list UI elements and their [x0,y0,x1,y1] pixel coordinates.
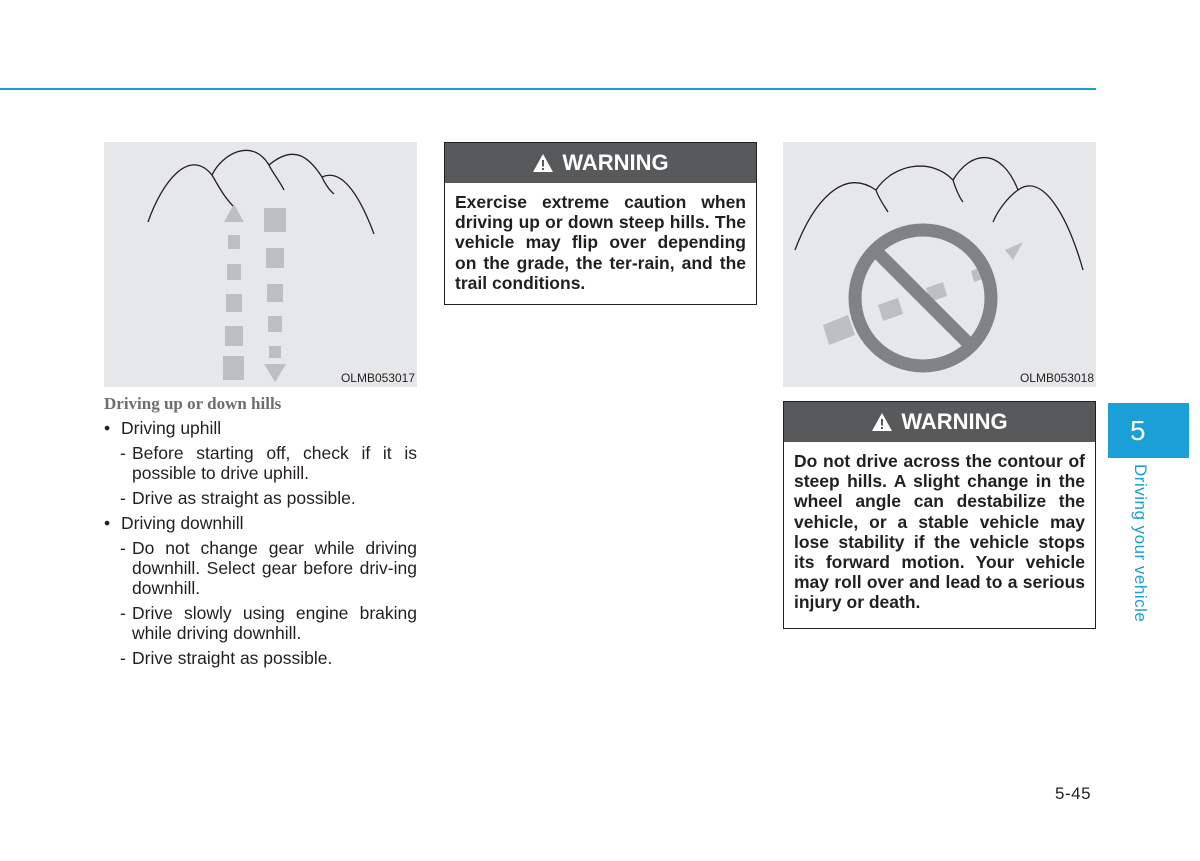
warning-triangle-icon [871,412,893,432]
downhill-arrow-dash [269,346,281,358]
hills-prohibit-drawing [783,142,1096,387]
bullet-icon: • [104,418,111,438]
sub-item-text: Do not change gear while driving downhill. Select gear before driv-ing downhill. [132,538,417,598]
hill-outline [876,190,888,212]
sub-item-text: Drive straight as possible. [132,648,333,668]
warning-title: WARNING [562,150,669,175]
warning-box [444,142,757,305]
sub-item [104,648,417,668]
hill-outline [148,150,374,234]
top-rule [0,88,1096,90]
downhill-arrow-dash [267,284,283,302]
prohibition-icon [855,230,991,366]
dash-icon: - [120,648,126,668]
hill-outline [993,190,1018,222]
hill-outline [212,175,234,207]
sub-item-text: Drive as straight as possible. [132,488,356,508]
instructions-list [104,418,417,673]
sub-item-text: Drive slowly using engine braking while driving downhill. [132,603,417,643]
uphill-arrow-dash [228,235,240,249]
uphill-arrow-dash [227,264,241,280]
dash-icon: - [120,603,126,623]
list-item-label: Driving downhill [121,513,244,533]
across-slope-illustration [783,142,1096,387]
list-item [104,418,417,438]
uphill-arrow-dash [223,356,244,380]
hill-outline [269,165,284,190]
chapter-label: Driving your vehicle [1131,464,1150,623]
hill-outline [795,158,1083,270]
downhill-arrow-dash [268,316,282,332]
warning-header [445,143,756,183]
dash-icon: - [120,538,126,558]
page-number: 5-45 [1055,784,1092,803]
dash-icon: - [120,443,126,463]
sub-item [104,488,417,508]
figure-code: OLMB053018 [1019,371,1094,385]
dash-icon: - [120,488,126,508]
hill-outline [953,180,963,202]
list-item [104,513,417,533]
warning-title: WARNING [901,409,1008,434]
arrow-dash [823,315,855,345]
uphill-arrow-dash [226,294,242,312]
sub-item [104,603,417,643]
chapter-number: 5 [1130,414,1146,446]
warning-text: Do not drive across the contour of steep hills. A slight change in the wheel angle can destabilize the vehicle, or a stable vehicle may lose stability if the vehicle stops its forward motion. Your vehicle may roll over and lead to a serious injury or death. [794,451,1085,613]
downhill-arrow-dash [264,208,286,232]
warning-triangle-icon [532,153,554,173]
sub-item [104,538,417,598]
section-heading: Driving up or down hills [104,394,282,413]
hills-arrows-drawing [104,142,417,387]
downhill-arrow-dash [266,248,284,268]
hill-outline [322,177,334,194]
downhill-arrow-head [264,364,286,382]
figure-code: OLMB053017 [340,371,415,385]
uphill-downhill-illustration [104,142,417,387]
arrow-dash [878,298,903,321]
warning-box [783,401,1096,629]
chapter-tab [1108,403,1189,458]
sub-item-text: Before starting off, check if it is possible to drive uphill. [132,443,417,483]
warning-text: Exercise extreme caution when driving up or down steep hills. The vehicle may flip over depending on the grade, the ter-rain, and the trail conditions. [455,192,746,293]
sub-item [104,443,417,483]
uphill-arrow-head [224,204,244,222]
list-item-label: Driving uphill [121,418,222,438]
warning-header [784,402,1095,442]
uphill-arrow-dash [225,326,243,346]
bullet-icon: • [104,513,111,533]
arrow-head [1005,242,1023,260]
